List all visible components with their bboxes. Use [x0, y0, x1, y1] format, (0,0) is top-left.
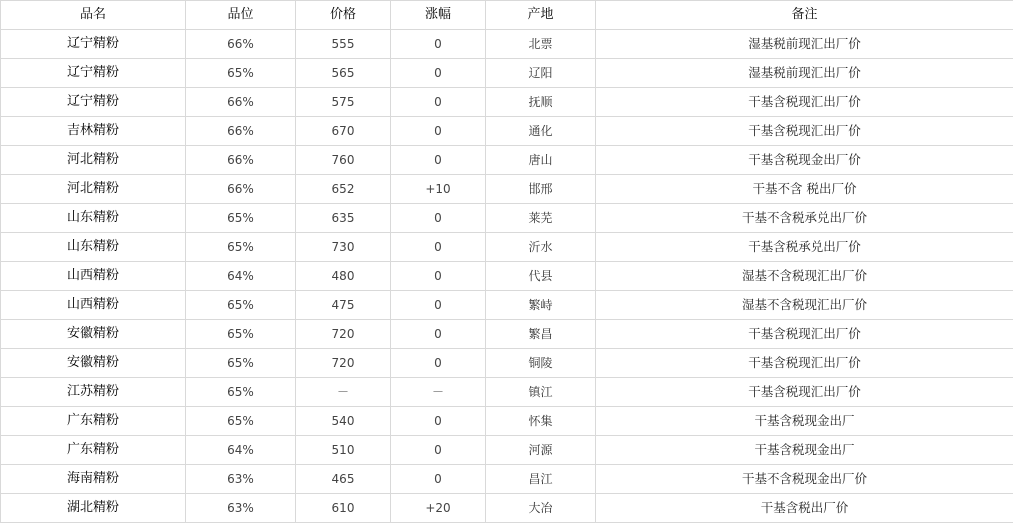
- cell-grade: 65%: [186, 204, 296, 233]
- cell-change: 0: [391, 233, 486, 262]
- cell-price: 652: [296, 175, 391, 204]
- cell-grade: 65%: [186, 378, 296, 407]
- cell-price: 575: [296, 88, 391, 117]
- cell-product-name: 安徽精粉: [1, 320, 186, 349]
- cell-origin: 北票: [486, 30, 596, 59]
- cell-change: 0: [391, 117, 486, 146]
- cell-remark: 干基含税现汇出厂价: [596, 320, 1013, 349]
- cell-origin: 昌江: [486, 465, 596, 494]
- cell-product-name: 江苏精粉: [1, 378, 186, 407]
- cell-origin: 莱芜: [486, 204, 596, 233]
- cell-change: 0: [391, 59, 486, 88]
- cell-product-name: 广东精粉: [1, 436, 186, 465]
- cell-remark: 干基含税现汇出厂价: [596, 88, 1013, 117]
- column-header-remark: 备注: [596, 1, 1013, 30]
- cell-grade: 63%: [186, 494, 296, 523]
- cell-origin: 唐山: [486, 146, 596, 175]
- cell-price: 730: [296, 233, 391, 262]
- cell-product-name: 海南精粉: [1, 465, 186, 494]
- cell-grade: 65%: [186, 320, 296, 349]
- cell-origin: 沂水: [486, 233, 596, 262]
- cell-change: 0: [391, 349, 486, 378]
- cell-grade: 65%: [186, 233, 296, 262]
- column-header-product-name: 品名: [1, 1, 186, 30]
- cell-remark: 湿基不含税现汇出厂价: [596, 291, 1013, 320]
- column-header-grade: 品位: [186, 1, 296, 30]
- table-row: [1, 233, 1013, 262]
- cell-grade: 66%: [186, 88, 296, 117]
- cell-product-name: 山西精粉: [1, 262, 186, 291]
- table-row: [1, 349, 1013, 378]
- cell-product-name: 山西精粉: [1, 291, 186, 320]
- cell-price: 540: [296, 407, 391, 436]
- cell-grade: 65%: [186, 291, 296, 320]
- cell-remark: 干基含税现金出厂: [596, 436, 1013, 465]
- cell-origin: 辽阳: [486, 59, 596, 88]
- cell-product-name: 广东精粉: [1, 407, 186, 436]
- cell-product-name: 山东精粉: [1, 204, 186, 233]
- table-row: [1, 146, 1013, 175]
- cell-remark: 干基含税现汇出厂价: [596, 378, 1013, 407]
- cell-change: 0: [391, 204, 486, 233]
- cell-origin: 邯邢: [486, 175, 596, 204]
- cell-price: －: [296, 378, 391, 407]
- cell-origin: 铜陵: [486, 349, 596, 378]
- cell-change: 0: [391, 465, 486, 494]
- table-row: [1, 117, 1013, 146]
- cell-grade: 66%: [186, 117, 296, 146]
- cell-grade: 64%: [186, 436, 296, 465]
- cell-change: 0: [391, 407, 486, 436]
- cell-price: 720: [296, 349, 391, 378]
- cell-origin: 代县: [486, 262, 596, 291]
- cell-remark: 干基不含税现金出厂价: [596, 465, 1013, 494]
- table-row: [1, 494, 1013, 523]
- cell-price: 475: [296, 291, 391, 320]
- cell-origin: 怀集: [486, 407, 596, 436]
- cell-price: 510: [296, 436, 391, 465]
- table-row: [1, 204, 1013, 233]
- cell-grade: 66%: [186, 30, 296, 59]
- cell-change: 0: [391, 436, 486, 465]
- cell-remark: 干基不含 税出厂价: [596, 175, 1013, 204]
- cell-change: －: [391, 378, 486, 407]
- table-row: [1, 59, 1013, 88]
- cell-change: 0: [391, 291, 486, 320]
- cell-price: 635: [296, 204, 391, 233]
- cell-grade: 65%: [186, 59, 296, 88]
- cell-product-name: 安徽精粉: [1, 349, 186, 378]
- cell-change: 0: [391, 262, 486, 291]
- cell-origin: 繁昌: [486, 320, 596, 349]
- cell-change: 0: [391, 30, 486, 59]
- cell-price: 610: [296, 494, 391, 523]
- cell-remark: 干基不含税承兑出厂价: [596, 204, 1013, 233]
- cell-price: 760: [296, 146, 391, 175]
- cell-price: 670: [296, 117, 391, 146]
- cell-remark: 湿基税前现汇出厂价: [596, 30, 1013, 59]
- cell-change: +10: [391, 175, 486, 204]
- table-row: [1, 291, 1013, 320]
- cell-origin: 大冶: [486, 494, 596, 523]
- cell-grade: 65%: [186, 349, 296, 378]
- cell-grade: 64%: [186, 262, 296, 291]
- cell-product-name: 辽宁精粉: [1, 30, 186, 59]
- cell-product-name: 山东精粉: [1, 233, 186, 262]
- cell-remark: 干基含税现金出厂价: [596, 146, 1013, 175]
- table-row: [1, 320, 1013, 349]
- cell-origin: 繁峙: [486, 291, 596, 320]
- cell-product-name: 辽宁精粉: [1, 88, 186, 117]
- cell-remark: 湿基不含税现汇出厂价: [596, 262, 1013, 291]
- cell-remark: 干基含税承兑出厂价: [596, 233, 1013, 262]
- cell-product-name: 吉林精粉: [1, 117, 186, 146]
- cell-remark: 干基含税现汇出厂价: [596, 117, 1013, 146]
- cell-change: +20: [391, 494, 486, 523]
- column-header-price: 价格: [296, 1, 391, 30]
- cell-origin: 抚顺: [486, 88, 596, 117]
- cell-remark: 干基含税出厂价: [596, 494, 1013, 523]
- cell-price: 565: [296, 59, 391, 88]
- cell-product-name: 河北精粉: [1, 146, 186, 175]
- cell-origin: 镇江: [486, 378, 596, 407]
- cell-origin: 通化: [486, 117, 596, 146]
- table-row: [1, 378, 1013, 407]
- cell-product-name: 湖北精粉: [1, 494, 186, 523]
- table-row: [1, 465, 1013, 494]
- table-row: [1, 262, 1013, 291]
- cell-product-name: 河北精粉: [1, 175, 186, 204]
- table-row: [1, 30, 1013, 59]
- cell-price: 555: [296, 30, 391, 59]
- cell-grade: 65%: [186, 407, 296, 436]
- cell-grade: 66%: [186, 175, 296, 204]
- table-row: [1, 436, 1013, 465]
- cell-remark: 干基含税现金出厂: [596, 407, 1013, 436]
- cell-remark: 干基含税现汇出厂价: [596, 349, 1013, 378]
- table-row: [1, 407, 1013, 436]
- cell-change: 0: [391, 146, 486, 175]
- cell-price: 720: [296, 320, 391, 349]
- cell-price: 465: [296, 465, 391, 494]
- cell-grade: 66%: [186, 146, 296, 175]
- table-header-row: [1, 1, 1013, 30]
- column-header-change: 涨幅: [391, 1, 486, 30]
- cell-change: 0: [391, 88, 486, 117]
- table-row: [1, 175, 1013, 204]
- cell-change: 0: [391, 320, 486, 349]
- column-header-origin: 产地: [486, 1, 596, 30]
- cell-origin: 河源: [486, 436, 596, 465]
- cell-product-name: 辽宁精粉: [1, 59, 186, 88]
- cell-price: 480: [296, 262, 391, 291]
- table-row: [1, 88, 1013, 117]
- cell-grade: 63%: [186, 465, 296, 494]
- cell-remark: 湿基税前现汇出厂价: [596, 59, 1013, 88]
